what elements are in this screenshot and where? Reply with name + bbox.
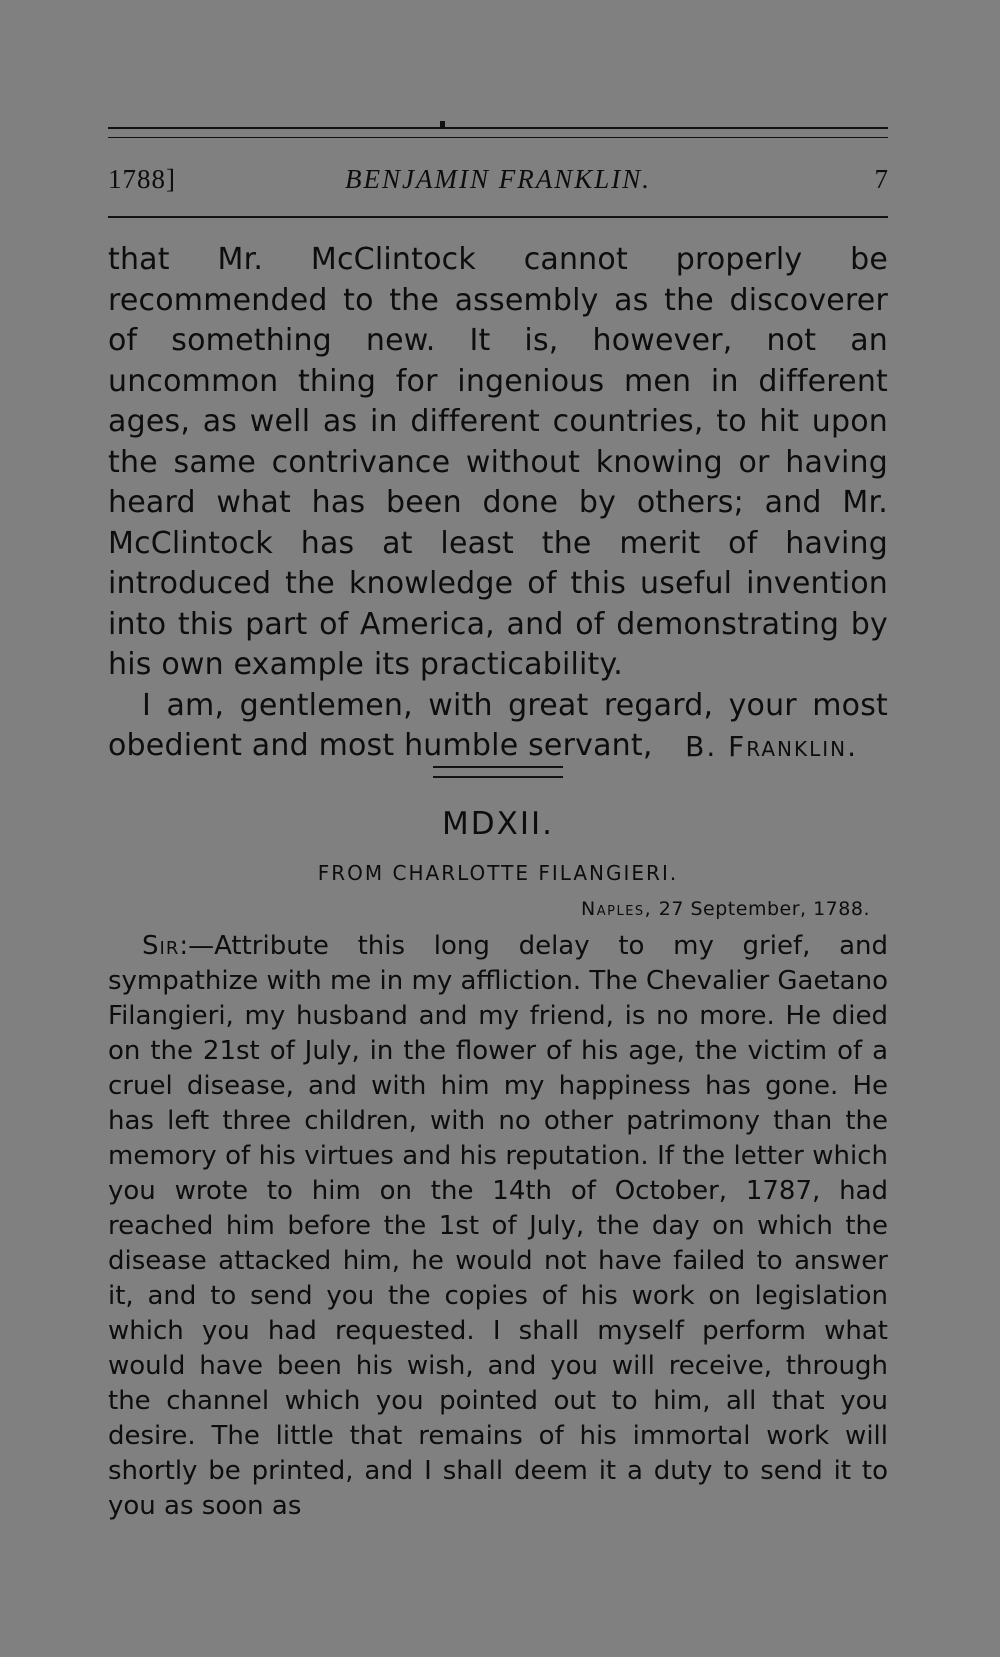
signature <box>685 730 858 763</box>
running-head-year: 1788] <box>108 164 176 194</box>
top-rule-thin <box>108 137 888 138</box>
section-divider <box>433 766 563 778</box>
page-number: 7 <box>874 164 888 194</box>
first-letter-closing: I am, gentlemen, with great regard, your most obedient and most humble servant, <box>108 687 888 763</box>
top-rule-ornament <box>440 121 445 127</box>
running-head <box>108 164 888 198</box>
dateline-date: 27 September, 1788. <box>658 898 870 920</box>
running-head-title: BENJAMIN FRANKLIN. <box>345 164 651 194</box>
second-letter-text <box>108 929 888 1524</box>
second-letter-paragraph <box>108 929 888 1524</box>
dateline-place: Naples, <box>581 898 653 920</box>
first-letter-text <box>108 240 888 767</box>
top-rule <box>108 127 888 129</box>
second-letter-body: :—Attribute this long delay to my grief, and sympathize with me in my affliction. The Chevalier Gaetano Filangieri, my husband and my friend, is no more. He died on the 21st of July, in the flower of his age, the victim of a cruel disease, and with him my happiness has gone. He has left three children, with no other patrimony than the memory of his virtues and his reputation. If the letter which you wrote to him on the 14th of October, 1787, had reached him before the 1st of July, the day on which the disease attacked him, he would not have failed to answer it, and to send you the copies of his work on legislation which you had requested. I shall myself perform what would have been his wish, and you will receive, through the channel which you pointed out to him, all that you desire. The little that remains of his immortal work will shortly be printed, and I shall deem it a duty to send it to you as soon as <box>108 931 888 1521</box>
letter-from: FROM CHARLOTTE FILANGIERI. <box>317 861 679 885</box>
header-rule <box>108 216 888 218</box>
signature-text: B. Franklin. <box>685 730 858 763</box>
dateline <box>581 898 870 920</box>
letter-number: MDXII. <box>442 806 554 842</box>
salutation: Sir <box>142 931 180 961</box>
first-letter-paragraph: that Mr. McClintock cannot properly be recommended to the assembly as the discoverer of something new. It is, however, not an uncommon thing for ingenious men in different ages, as well as in different countries, to hit upon the same contrivance without knowing or having heard what has been done by others; and Mr. McClintock has at least the merit of having introduced the knowledge of this useful invention into this part of America, and of demonstrating by his own example its practicability. <box>108 242 888 682</box>
